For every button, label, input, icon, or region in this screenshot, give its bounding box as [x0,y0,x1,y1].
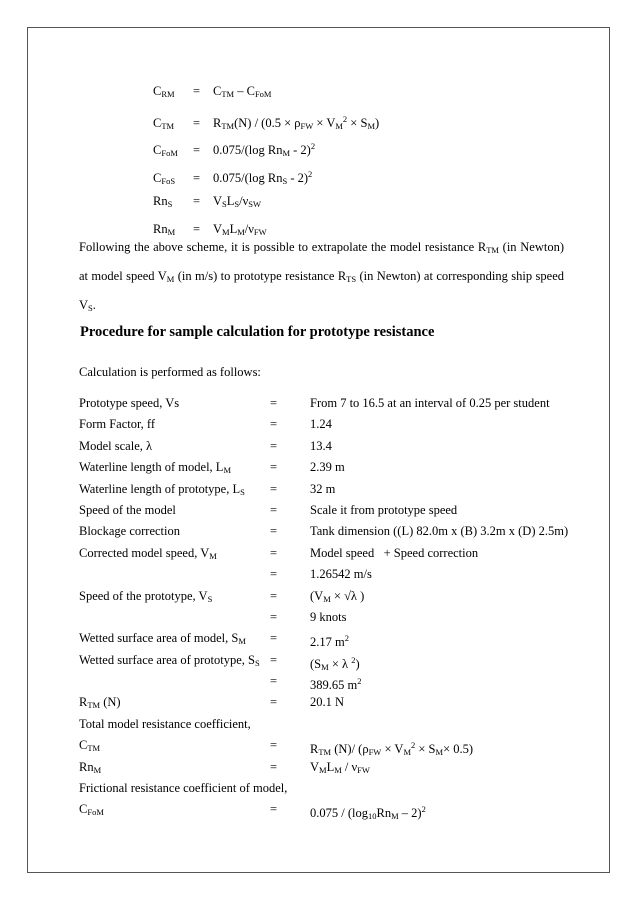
row-label: Blockage correction [79,524,180,539]
row-label: Wetted surface area of prototype, $S_S$ [79,652,260,668]
equation-operator: = [193,115,201,130]
row-equals: = [270,738,278,753]
equation-rhs: $V_ML_M/\nu_{FW}$ [213,221,267,237]
table-row [79,521,579,542]
table-row [79,799,579,820]
table-row [79,543,579,564]
equation-lhs: $Rn_M$ [153,221,176,237]
row-value: Tank dimension ((L) 82.0m x (B) 3.2m x (D) 2.5m) [310,524,569,539]
table-row [79,671,579,692]
equation-lhs: $C_{FoM}$ [153,143,178,158]
table-row [79,650,579,671]
equation-rhs: $V_SL_S/\nu_{SW}$ [213,194,262,209]
equation-rhs: $R_{TM}(N) / (0.5 \times \rho_{FW} \times V_M^2 \times S_M)$ [213,113,380,131]
row-equals: = [270,609,278,624]
row-equals: = [270,588,278,603]
table-row [79,479,579,500]
equation-operator: = [193,194,201,208]
row-value: 1.24 [310,417,332,432]
row-equals: = [270,438,278,453]
row-label: Frictional resistance coefficient of model, [79,781,288,796]
equation-operator: = [193,143,201,157]
row-label: Model scale, λ [79,438,153,453]
table-row [79,586,579,607]
calculation-table [79,393,579,821]
row-value: 2.39 m [310,460,345,475]
row-label: $C_{FoM}$ [79,802,104,818]
row-value: 389.65 $m^2$ [310,676,362,693]
table-row [79,457,579,478]
row-equals: = [270,652,278,667]
row-equals: = [270,674,278,689]
row-value: 9 knots [310,609,347,624]
table-row [79,757,579,778]
row-value: 1.26542 m/s [310,567,372,582]
row-equals: = [270,417,278,432]
explanation-paragraph: Following the above scheme, it is possible to extrapolate the model resistance $R_{TM}$ (in Newton) at model speed $V_M$ (in m/s) to prototype resistance $R_{TS}$ (in Newton) at corresponding ship speed $V_S$. [79,240,565,313]
table-row [79,436,579,457]
row-value: 20.1 N [310,695,345,710]
equation-operator: = [193,170,201,185]
equation-lhs: $Rn_S$ [153,194,173,209]
row-equals: = [270,481,278,496]
equation-operator: = [193,84,201,98]
row-label: Speed of the prototype, $V_S$ [79,588,213,604]
table-row [79,500,579,521]
equation-rhs: 0.075/(log $Rn_M - 2)^2$ [213,141,316,158]
row-equals: = [270,802,278,817]
row-label: Waterline length of model, $L_M$ [79,460,231,476]
table-row [79,778,579,799]
table-row [79,564,579,585]
equation-lhs: $C_{TM}$ [153,115,175,131]
row-label: Total model resistance coefficient, [79,716,251,731]
row-equals: = [270,524,278,539]
row-label: $Rn_M$ [79,759,102,775]
table-row [79,735,579,756]
equation-rhs: 0.075/(log $Rn_S - 2)^2$ [213,168,313,186]
row-value: Model speed + Speed correction [310,545,479,560]
row-value: 32 m [310,481,336,496]
row-value: ($V_M \times √\lambda$ ) [310,588,365,604]
row-equals: = [270,460,278,475]
row-value: Scale it from prototype speed [310,502,458,517]
row-label: Speed of the model [79,502,176,517]
table-row [79,692,579,713]
row-equals: = [270,567,278,582]
equation-block [153,78,379,243]
equation-row [153,78,379,106]
row-equals: = [270,545,278,560]
row-value: $0.075 / (\log_{10}Rn_M - 2)^2$ [310,804,426,822]
equation-row [153,161,379,189]
row-equals: = [270,759,278,774]
row-value: $R_{TM}$ (N)/ $(\rho_{FW} \times V_M^2 \times S_M\times 0.5)$ [310,740,474,758]
row-label: Prototype speed, Vs [79,396,180,410]
row-label: Waterline length of prototype, $L_S$ [79,481,245,497]
row-value: $V_ML_M / \nu_{FW}$ [310,759,370,775]
equation-rhs: $C_{TM} - C_{FoM}$ [213,84,272,99]
row-equals: = [270,631,278,646]
equation-row [153,106,379,134]
row-label: $R_{TM}$ (N) [79,695,121,711]
equation-lhs: $C_{FoS}$ [153,170,176,186]
row-label: $C_{TM}$ [79,738,101,754]
row-value: 2.17 $m^2$ [310,633,349,650]
table-row [79,393,579,414]
row-equals: = [270,502,278,517]
section-heading: Procedure for sample calculation for prototype resistance [80,324,435,340]
table-row [79,607,579,628]
row-equals: = [270,695,278,710]
row-label: Form Factor, ff [79,417,155,432]
row-equals: = [270,396,278,410]
row-label: Wetted surface area of model, $S_M$ [79,631,246,647]
table-row [79,628,579,649]
table-row [79,714,579,735]
row-value: From 7 to 16.5 at an interval of 0.25 per student [310,396,550,410]
equation-operator: = [193,221,201,236]
row-label: Corrected model speed, $V_M$ [79,545,217,561]
row-value: ($S_M \times \lambda$ $^2$) [310,654,360,672]
row-value: 13.4 [310,438,332,453]
table-row [79,414,579,435]
equation-lhs: $C_{RM}$ [153,84,175,99]
intro-text: Calculation is performed as follows: [79,365,261,379]
